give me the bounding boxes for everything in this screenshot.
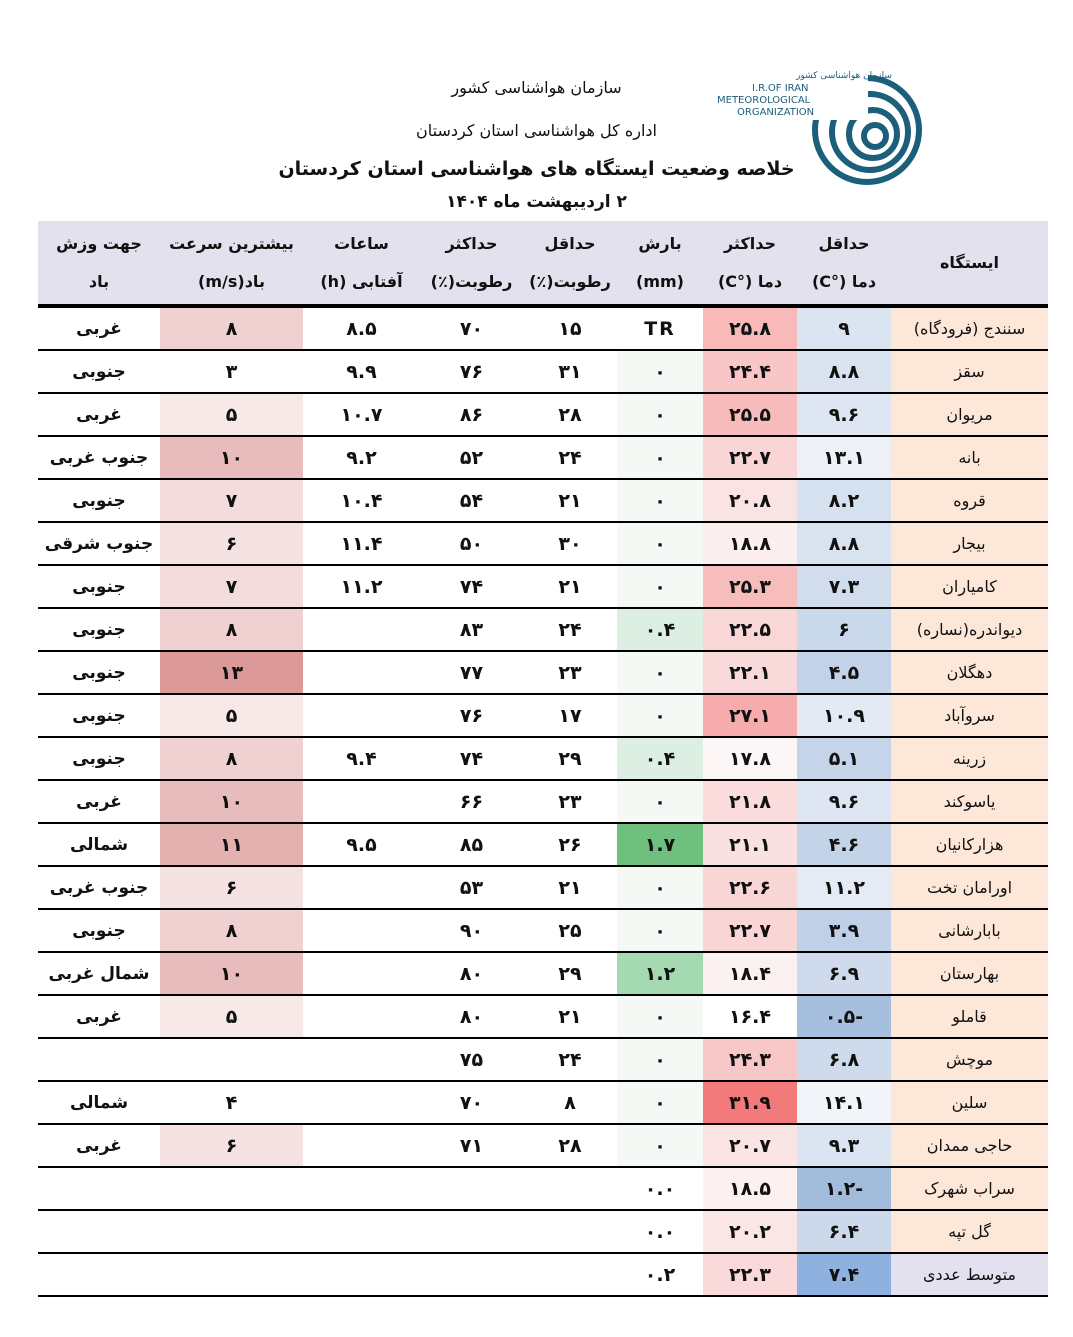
cell-rain: ۰ (617, 479, 703, 522)
cell-rain: ۰ (617, 694, 703, 737)
cell-sun (303, 694, 420, 737)
cell-station: گل تپه (891, 1210, 1048, 1253)
cell-hmax: ۷۵ (420, 1038, 523, 1081)
cell-wind: ۱۰ (160, 780, 303, 823)
table-row (38, 608, 1048, 651)
cell-sun (303, 608, 420, 651)
cell-hmin (523, 1253, 617, 1296)
table-row (38, 1038, 1048, 1081)
logo-text-en-1: I.R.OF IRAN (752, 83, 809, 94)
cell-wind (160, 1038, 303, 1081)
cell-wind: ۳ (160, 350, 303, 393)
cell-rain: ۱.۲ (617, 952, 703, 995)
cell-sun (303, 651, 420, 694)
cell-tmin: ۶.۹ (797, 952, 891, 995)
cell-rain: ۰ (617, 780, 703, 823)
cell-dir: جنوبی (38, 608, 160, 651)
cell-sun (303, 952, 420, 995)
cell-tmax: ۲۱.۱ (703, 823, 797, 866)
cell-tmax: ۲۲.۵ (703, 608, 797, 651)
cell-tmax: ۲۵.۵ (703, 393, 797, 436)
cell-hmax: ۷۰ (420, 306, 523, 350)
cell-tmin: ۸.۸ (797, 522, 891, 565)
cell-tmax: ۳۱.۹ (703, 1081, 797, 1124)
cell-dir (38, 1253, 160, 1296)
cell-tmin: ۹.۳ (797, 1124, 891, 1167)
cell-tmax: ۲۰.۸ (703, 479, 797, 522)
cell-rain: ۰ (617, 565, 703, 608)
cell-hmin: ۲۸ (523, 1124, 617, 1167)
cell-rain: ۰ (617, 1124, 703, 1167)
cell-hmax: ۸۳ (420, 608, 523, 651)
cell-tmin: ۴.۶ (797, 823, 891, 866)
cell-tmax: ۲۴.۴ (703, 350, 797, 393)
cell-wind: ۶ (160, 1124, 303, 1167)
cell-station: سراب شهرک (891, 1167, 1048, 1210)
cell-dir (38, 1210, 160, 1253)
cell-dir: جنوبی (38, 651, 160, 694)
table-row (38, 1210, 1048, 1253)
cell-station: بانه (891, 436, 1048, 479)
cell-wind: ۸ (160, 306, 303, 350)
cell-station: سلین (891, 1081, 1048, 1124)
cell-station: کامیاران (891, 565, 1048, 608)
cell-station: دهگلان (891, 651, 1048, 694)
cell-hmin: ۲۶ (523, 823, 617, 866)
cell-dir: غربی (38, 1124, 160, 1167)
cell-sun (303, 780, 420, 823)
cell-station: مریوان (891, 393, 1048, 436)
cell-station: سروآباد (891, 694, 1048, 737)
cell-station: متوسط عددی (891, 1253, 1048, 1296)
cell-tmin: ۷.۳ (797, 565, 891, 608)
cell-tmin: ۴.۵ (797, 651, 891, 694)
cell-wind: ۱۳ (160, 651, 303, 694)
cell-sun (303, 995, 420, 1038)
report-title: خلاصه وضعیت ایستگاه های هواشناسی استان کردستان (278, 158, 795, 180)
cell-hmax (420, 1167, 523, 1210)
cell-sun (303, 866, 420, 909)
cell-hmax: ۸۵ (420, 823, 523, 866)
cell-hmin: ۲۴ (523, 1038, 617, 1081)
column-header-line1: ایستگاه (939, 252, 1000, 272)
cell-dir: جنوبی (38, 737, 160, 780)
table-row (38, 1081, 1048, 1124)
column-header-line2: باد (88, 271, 110, 291)
column-header-line2: آفتابی (h) (320, 271, 403, 291)
cell-rain: ۰ (617, 393, 703, 436)
cell-sun: ۱۰.۷ (303, 393, 420, 436)
cell-rain: ۰ (617, 866, 703, 909)
organization-name: سازمان هواشناسی کشور (451, 78, 622, 97)
cell-wind: ۷ (160, 479, 303, 522)
cell-hmin: ۲۱ (523, 995, 617, 1038)
cell-dir: جنوبی (38, 479, 160, 522)
cell-station: هزارکانیان (891, 823, 1048, 866)
cell-hmax: ۵۳ (420, 866, 523, 909)
cell-hmin: ۲۱ (523, 565, 617, 608)
cell-sun: ۹.۲ (303, 436, 420, 479)
table-row (38, 393, 1048, 436)
cell-rain: ۰ (617, 1038, 703, 1081)
cell-sun (303, 1253, 420, 1296)
cell-tmax: ۲۲.۷ (703, 436, 797, 479)
cell-hmin: ۲۸ (523, 393, 617, 436)
cell-rain: ۰ (617, 436, 703, 479)
cell-tmin: ۹ (797, 306, 891, 350)
cell-dir (38, 1167, 160, 1210)
cell-tmax: ۲۲.۱ (703, 651, 797, 694)
column-header-line1: حداکثر (445, 233, 498, 253)
cell-tmax: ۱۷.۸ (703, 737, 797, 780)
cell-hmin: ۱۷ (523, 694, 617, 737)
cell-rain: ۰ (617, 995, 703, 1038)
table-row (38, 780, 1048, 823)
column-header-line2: (mm) (636, 271, 684, 291)
cell-tmin: ۱۱.۲ (797, 866, 891, 909)
cell-hmin (523, 1210, 617, 1253)
column-header-line1: جهت وزش (56, 233, 142, 253)
column-header-wind (160, 221, 303, 306)
cell-tmin: ۶.۴ (797, 1210, 891, 1253)
cell-hmax: ۵۴ (420, 479, 523, 522)
cell-wind (160, 1167, 303, 1210)
cell-station: دیواندره(نساره) (891, 608, 1048, 651)
table-row (38, 1124, 1048, 1167)
cell-rain: TR (617, 306, 703, 350)
irimo-logo (712, 62, 932, 192)
cell-rain: ۰.۴ (617, 737, 703, 780)
stations-table (38, 221, 1048, 1297)
cell-hmax: ۷۰ (420, 1081, 523, 1124)
cell-tmin: ۱۰.۹ (797, 694, 891, 737)
cell-dir: شمال غربی (38, 952, 160, 995)
cell-rain: ۰.۰ (617, 1210, 703, 1253)
table-row (38, 350, 1048, 393)
cell-hmin: ۲۳ (523, 780, 617, 823)
cell-hmin: ۲۹ (523, 737, 617, 780)
cell-station: حاجی ممدان (891, 1124, 1048, 1167)
department-name: اداره کل هواشناسی استان کردستان (416, 121, 657, 140)
table-row (38, 952, 1048, 995)
table-row (38, 737, 1048, 780)
cell-wind: ۴ (160, 1081, 303, 1124)
cell-station: سقز (891, 350, 1048, 393)
cell-station: قاملو (891, 995, 1048, 1038)
cell-station: بیجار (891, 522, 1048, 565)
cell-hmax: ۷۷ (420, 651, 523, 694)
column-header-hmax (420, 221, 523, 306)
cell-tmin: ۹.۶ (797, 780, 891, 823)
cell-dir: غربی (38, 306, 160, 350)
table-row (38, 909, 1048, 952)
table-row (38, 866, 1048, 909)
cell-station: قروه (891, 479, 1048, 522)
cell-hmax: ۸۰ (420, 952, 523, 995)
table-row (38, 651, 1048, 694)
cell-tmin: ۶.۸ (797, 1038, 891, 1081)
cell-sun: ۸.۵ (303, 306, 420, 350)
column-header-tmin (797, 221, 891, 306)
cell-hmin: ۱۵ (523, 306, 617, 350)
table-row (38, 522, 1048, 565)
table-row (38, 694, 1048, 737)
cell-dir (38, 1038, 160, 1081)
cell-hmin: ۸ (523, 1081, 617, 1124)
column-header-dir (38, 221, 160, 306)
cell-hmin: ۲۱ (523, 479, 617, 522)
column-header-sun (303, 221, 420, 306)
cell-sun: ۱۱.۲ (303, 565, 420, 608)
column-header-line1: بارش (638, 233, 682, 253)
column-header-line2: دما (°C) (811, 271, 877, 291)
column-header-line2: رطوبت(٪) (430, 271, 513, 291)
cell-rain: ۰ (617, 522, 703, 565)
cell-station: موچش (891, 1038, 1048, 1081)
cell-tmax: ۲۴.۳ (703, 1038, 797, 1081)
cell-rain: ۰ (617, 350, 703, 393)
cell-tmin: ۱۴.۱ (797, 1081, 891, 1124)
logo-text-en-3: ORGANIZATION (737, 107, 815, 118)
cell-hmax: ۷۶ (420, 694, 523, 737)
cell-tmin: ۵.۱ (797, 737, 891, 780)
table-row (38, 823, 1048, 866)
cell-hmin: ۲۱ (523, 866, 617, 909)
cell-rain: ۰ (617, 1081, 703, 1124)
table-row (38, 436, 1048, 479)
cell-tmax: ۱۸.۸ (703, 522, 797, 565)
cell-rain: ۰.۴ (617, 608, 703, 651)
cell-hmin: ۲۹ (523, 952, 617, 995)
cell-tmax: ۲۵.۸ (703, 306, 797, 350)
cell-tmax: ۱۶.۴ (703, 995, 797, 1038)
cell-hmax (420, 1210, 523, 1253)
cell-hmax: ۵۲ (420, 436, 523, 479)
table-header-row (38, 221, 1048, 306)
column-header-line1: حداقل (544, 233, 596, 253)
cell-hmax (420, 1253, 523, 1296)
cell-station: اورامان تخت (891, 866, 1048, 909)
cell-dir: جنوبی (38, 565, 160, 608)
column-header-line2: دما (°C) (717, 271, 783, 291)
column-header-line1: بیشترین سرعت (169, 233, 294, 253)
cell-hmax: ۵۰ (420, 522, 523, 565)
cell-dir: جنوبی (38, 694, 160, 737)
cell-tmax: ۲۵.۳ (703, 565, 797, 608)
cell-tmax: ۲۱.۸ (703, 780, 797, 823)
cell-dir: جنوب شرقی (38, 522, 160, 565)
cell-dir: غربی (38, 393, 160, 436)
cell-dir: غربی (38, 780, 160, 823)
cell-hmax: ۸۰ (420, 995, 523, 1038)
cell-dir: جنوب غربی (38, 436, 160, 479)
cell-wind: ۶ (160, 866, 303, 909)
cell-station: یاسوکند (891, 780, 1048, 823)
column-header-station (891, 221, 1048, 306)
cell-sun: ۹.۴ (303, 737, 420, 780)
table-row (38, 1253, 1048, 1296)
cell-station: زرینه (891, 737, 1048, 780)
cell-tmin: -۰.۵ (797, 995, 891, 1038)
cell-tmin: ۸.۸ (797, 350, 891, 393)
cell-sun (303, 1038, 420, 1081)
cell-hmin: ۲۴ (523, 608, 617, 651)
table-row (38, 306, 1048, 350)
cell-tmax: ۲۲.۷ (703, 909, 797, 952)
column-header-tmax (703, 221, 797, 306)
cell-hmin: ۳۰ (523, 522, 617, 565)
cell-tmax: ۲۷.۱ (703, 694, 797, 737)
cell-rain: ۰ (617, 651, 703, 694)
cell-wind (160, 1253, 303, 1296)
column-header-line1: حداقل (818, 233, 870, 253)
cell-sun: ۹.۵ (303, 823, 420, 866)
cell-wind: ۸ (160, 737, 303, 780)
cell-hmax: ۷۴ (420, 565, 523, 608)
cell-hmin: ۳۱ (523, 350, 617, 393)
cell-wind: ۸ (160, 608, 303, 651)
cell-wind: ۵ (160, 995, 303, 1038)
logo-text-fa: سازمان هواشناسی کشور (796, 71, 892, 81)
cell-tmax: ۱۸.۵ (703, 1167, 797, 1210)
cell-sun: ۱۰.۴ (303, 479, 420, 522)
cell-wind: ۵ (160, 694, 303, 737)
cell-dir: جنوبی (38, 909, 160, 952)
cell-wind: ۸ (160, 909, 303, 952)
cell-dir: شمالی (38, 1081, 160, 1124)
cell-station: سنندج (فرودگاه) (891, 306, 1048, 350)
cell-hmin: ۲۳ (523, 651, 617, 694)
cell-rain: ۰.۲ (617, 1253, 703, 1296)
cell-wind: ۵ (160, 393, 303, 436)
cell-rain: ۱.۷ (617, 823, 703, 866)
cell-hmax: ۸۶ (420, 393, 523, 436)
report-date: ۲ اردیبهشت ماه ۱۴۰۴ (446, 192, 627, 212)
cell-sun: ۹.۹ (303, 350, 420, 393)
table-row (38, 479, 1048, 522)
cell-sun (303, 1167, 420, 1210)
cell-sun (303, 1210, 420, 1253)
cell-tmin: ۹.۶ (797, 393, 891, 436)
cell-station: بابارشانی (891, 909, 1048, 952)
cell-hmin (523, 1167, 617, 1210)
cell-tmin: -۱.۲ (797, 1167, 891, 1210)
cell-hmax: ۶۶ (420, 780, 523, 823)
cell-wind: ۱۱ (160, 823, 303, 866)
cell-tmax: ۲۲.۳ (703, 1253, 797, 1296)
cell-tmax: ۲۰.۷ (703, 1124, 797, 1167)
cell-tmax: ۲۲.۶ (703, 866, 797, 909)
cell-wind: ۶ (160, 522, 303, 565)
cell-hmax: ۹۰ (420, 909, 523, 952)
column-header-rain (617, 221, 703, 306)
cell-wind: ۱۰ (160, 436, 303, 479)
column-header-line1: ساعات (334, 233, 389, 253)
column-header-line1: حداکثر (723, 233, 777, 253)
cell-dir: جنوب غربی (38, 866, 160, 909)
cell-hmin: ۲۵ (523, 909, 617, 952)
cell-dir: جنوبی (38, 350, 160, 393)
column-header-line2: باد(m/s) (198, 271, 265, 291)
column-header-hmin (523, 221, 617, 306)
cell-tmin: ۷.۴ (797, 1253, 891, 1296)
cell-dir: غربی (38, 995, 160, 1038)
cell-station: بهارستان (891, 952, 1048, 995)
cell-tmax: ۱۸.۴ (703, 952, 797, 995)
cell-hmax: ۷۱ (420, 1124, 523, 1167)
cell-tmax: ۲۰.۲ (703, 1210, 797, 1253)
cell-rain: ۰.۰ (617, 1167, 703, 1210)
cell-sun: ۱۱.۴ (303, 522, 420, 565)
cell-wind: ۱۰ (160, 952, 303, 995)
cell-sun (303, 1124, 420, 1167)
cell-dir: شمالی (38, 823, 160, 866)
cell-tmin: ۸.۲ (797, 479, 891, 522)
cell-tmin: ۳.۹ (797, 909, 891, 952)
table-row (38, 995, 1048, 1038)
cell-hmax: ۷۶ (420, 350, 523, 393)
cell-rain: ۰ (617, 909, 703, 952)
cell-hmin: ۲۴ (523, 436, 617, 479)
column-header-line2: رطوبت(٪) (529, 271, 611, 291)
table-row (38, 565, 1048, 608)
cell-wind (160, 1210, 303, 1253)
cell-hmax: ۷۴ (420, 737, 523, 780)
table-row (38, 1167, 1048, 1210)
cell-sun (303, 1081, 420, 1124)
cell-sun (303, 909, 420, 952)
cell-tmin: ۶ (797, 608, 891, 651)
logo-text-en-2: METEOROLOGICAL (717, 95, 811, 106)
cell-tmin: ۱۳.۱ (797, 436, 891, 479)
cell-wind: ۷ (160, 565, 303, 608)
